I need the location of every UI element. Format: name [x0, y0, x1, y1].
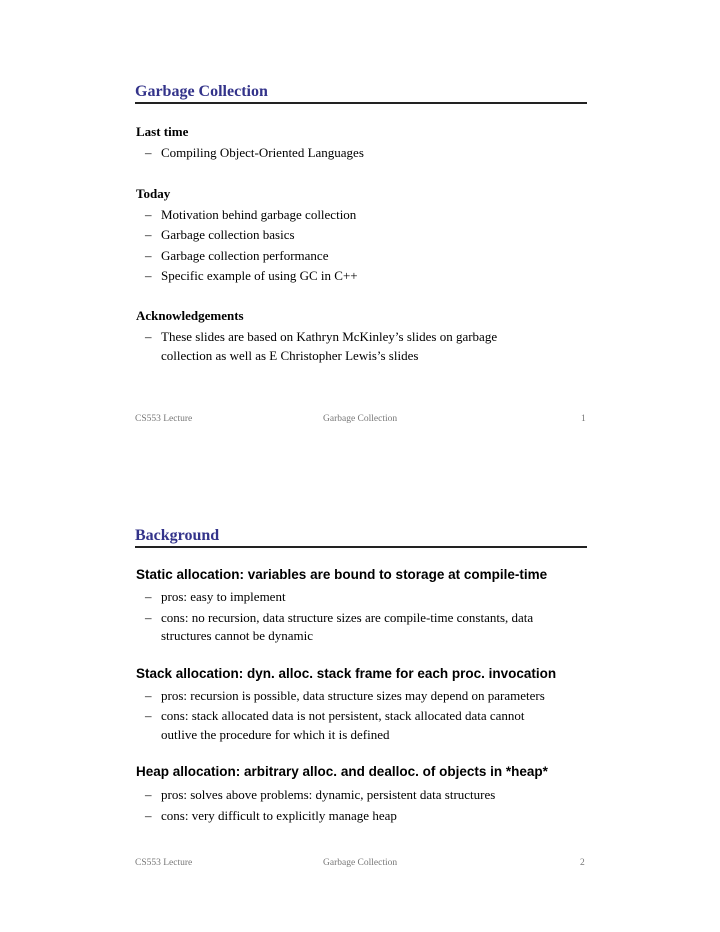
bullet-item	[145, 686, 545, 705]
bullet-item	[145, 246, 328, 265]
bullet-text: Motivation behind garbage collection	[161, 207, 357, 222]
dash-icon: –	[145, 688, 152, 703]
title-rule	[135, 102, 587, 104]
bullet-text: cons: stack allocated data is not persistent, stack allocated data cannot	[161, 708, 525, 723]
section-heading-acknowledgements: Acknowledgements	[136, 308, 244, 323]
dash-icon: –	[145, 708, 152, 723]
bullet-item	[145, 266, 358, 285]
slide-title: Background	[135, 527, 220, 544]
dash-icon: –	[145, 145, 152, 160]
footer-page-number: 1	[581, 414, 586, 424]
section-heading-heap: Heap allocation: arbitrary alloc. and dealloc. of objects in *heap*	[136, 764, 548, 779]
section-heading-today: Today	[136, 186, 171, 201]
bullet-text: pros: easy to implement	[161, 589, 286, 604]
slide-2	[0, 466, 720, 932]
dash-icon: –	[145, 589, 152, 604]
dash-icon: –	[145, 207, 152, 222]
dash-icon: –	[145, 787, 152, 802]
bullet-item	[145, 205, 356, 224]
bullet-text: Garbage collection basics	[161, 227, 295, 242]
title-rule	[135, 546, 587, 548]
section-heading-last-time: Last time	[136, 124, 189, 139]
footer-course: CS553 Lecture	[135, 414, 193, 424]
bullet-item	[145, 225, 295, 244]
bullet-text: Specific example of using GC in C++	[161, 268, 358, 283]
dash-icon: –	[145, 610, 152, 625]
bullet-item	[145, 587, 286, 606]
dash-icon: –	[145, 268, 152, 283]
bullet-continuation: collection as well as E Christopher Lewis’s slides	[161, 348, 419, 363]
bullet-item	[145, 706, 525, 725]
bullet-item	[145, 327, 497, 346]
bullet-text: pros: solves above problems: dynamic, persistent data structures	[161, 787, 496, 802]
bullet-item	[145, 785, 495, 804]
bullet-text: cons: no recursion, data structure sizes are compile-time constants, data	[161, 610, 534, 625]
bullet-continuation: structures cannot be dynamic	[161, 628, 313, 643]
bullet-text: Garbage collection performance	[161, 248, 329, 263]
bullet-text: cons: very difficult to explicitly manage heap	[161, 808, 397, 823]
footer-course: CS553 Lecture	[135, 858, 193, 868]
section-heading-static: Static allocation: variables are bound to storage at compile-time	[136, 567, 548, 582]
bullet-continuation: outlive the procedure for which it is defined	[161, 727, 390, 742]
bullet-item	[145, 806, 397, 825]
section-heading-stack: Stack allocation: dyn. alloc. stack frame for each proc. invocation	[136, 666, 557, 681]
dash-icon: –	[145, 227, 152, 242]
footer-title: Garbage Collection	[323, 858, 398, 868]
footer-page-number: 2	[580, 858, 585, 868]
bullet-item	[145, 143, 364, 162]
dash-icon: –	[145, 808, 152, 823]
footer-title: Garbage Collection	[323, 414, 398, 424]
dash-icon: –	[145, 329, 152, 344]
slide-title: Garbage Collection	[135, 83, 268, 100]
bullet-item	[145, 608, 533, 627]
bullet-text: pros: recursion is possible, data structure sizes may depend on parameters	[161, 688, 545, 703]
dash-icon: –	[145, 248, 152, 263]
bullet-text: These slides are based on Kathryn McKinley’s slides on garbage	[161, 329, 498, 344]
bullet-text: Compiling Object-Oriented Languages	[161, 145, 364, 160]
